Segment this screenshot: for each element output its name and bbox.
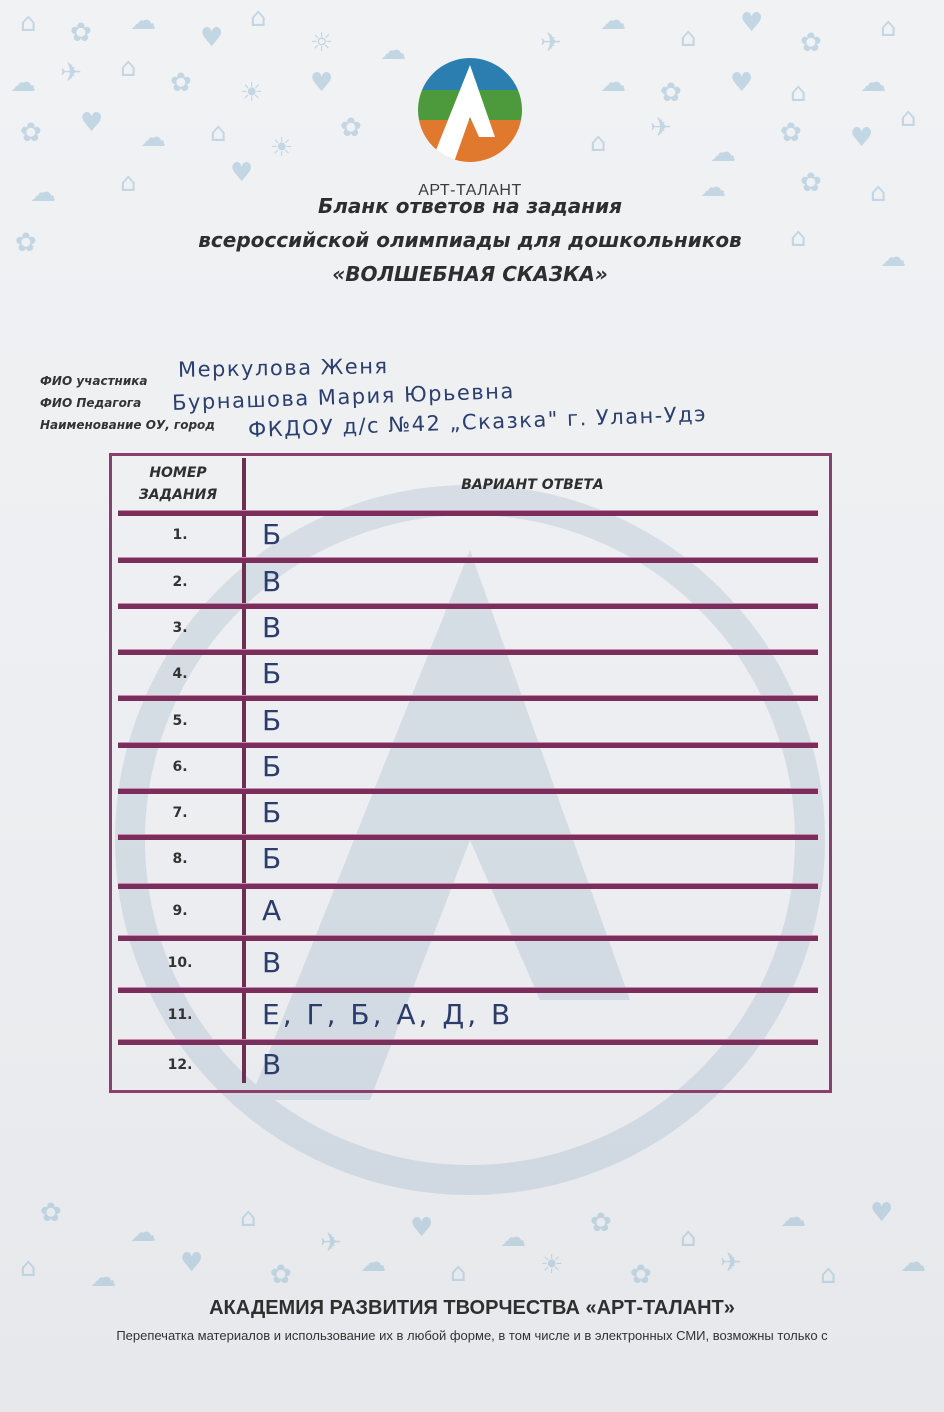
handwritten-answer: Б [262,657,285,690]
handwritten-answer: Б [262,842,285,875]
task-number: 4. [172,666,188,682]
task-number: 12. [167,1057,193,1073]
task-number: 6. [172,759,188,775]
header-answer-variant: ВАРИАНТ ОТВЕТА [461,477,604,493]
task-number: 9. [172,903,188,919]
table-row-rule [118,834,818,840]
handwritten-answer: Б [262,518,285,551]
participant-label: ФИО участника [40,374,148,388]
table-row-rule [118,742,818,748]
task-number: 8. [172,851,188,867]
handwritten-answer: Б [262,704,285,737]
answer-sheet-page: ⌂ ✿ ☁ ♥ ⌂ ☼ ☁ ✈ ☁ ⌂ ♥ ✿ ⌂ ☁ ✈ ⌂ ✿ ☀ ♥ ☁ ✿ ♥ ⌂ ☁ ✿ ♥ ☁ ⌂ ☀ ✿ ⌂ ✈ ☁ ✿ ♥ ⌂ ☁ ⌂ ♥ ☁ ✿ ⌂ ✿ ⌂ ☁ ✿ ☁ ⌂ ✈ ♥ ☁ ✿ ⌂ ☁ ♥ ⌂ ☁ ♥ ✿ ☁ ⌂ ☀ ✿ ✈ ⌂ ☁ АРТ-ТАЛАНТ Бланк ответов на задания всероссийской олимпиады для дошкольников «ВОЛШЕБНАЯ СКАЗКА» ФИО участника Меркулова Женя ФИО Педагога Бурнашова Мария Юрьевна Наименование ОУ, город ФКДОУ д/с №42 „Сказка" г. Улан-Удэ НОМЕР ЗАДАНИЯ ВАРИАНТ ОТВЕТА 1. Б 2. В 3. В 4. Б 5. Б 6. Б 7. Б 8. Б 9. А 10. В 11. Е, Г, Б, А, Д, В 12. В АКАДЕМИЯ РАЗВИТИЯ ТВОРЧЕСТВА «АРТ-ТАЛАНТ» Перепечатка материалов и использование их в любой форме, в том числе и в электронных СМИ, возможны только с [0,0,944,1412]
task-number: 5. [172,713,188,729]
footer-academy-title: АКАДЕМИЯ РАЗВИТИЯ ТВОРЧЕСТВА «АРТ-ТАЛАНТ» [209,1297,735,1319]
table-row-rule [118,788,818,794]
handwritten-answer: А [262,894,285,927]
task-number: 1. [172,527,188,543]
table-row-rule [118,649,818,655]
art-talant-logo [415,55,525,170]
task-number: 3. [172,620,188,636]
form-title-line2: всероссийской олимпиады для дошкольников [198,228,742,252]
table-row-rule [118,557,818,563]
table-row-rule [118,1039,818,1045]
organization-label: Наименование ОУ, город [40,418,215,432]
task-number: 7. [172,805,188,821]
handwritten-answer: Б [262,796,285,829]
task-number: 11. [167,1007,193,1023]
logo-caption: АРТ-ТАЛАНТ [418,182,522,199]
table-row-rule [118,510,818,516]
handwritten-answer: В [262,946,285,979]
handwritten-answer: В [262,565,285,598]
form-title-line1: Бланк ответов на задания [318,194,622,218]
organization-value: ФКДОУ д/с №42 „Сказка" г. Улан-Удэ [247,401,708,443]
handwritten-answer: В [262,611,285,644]
table-row-rule [118,935,818,941]
table-row-rule [118,883,818,889]
handwritten-answer: Б [262,750,285,783]
task-number: 10. [167,955,193,971]
teacher-value: Бурнашова Мария Юрьевна [171,379,516,415]
handwritten-answer: В [262,1048,285,1081]
footer-copyright-note: Перепечатка материалов и использование их в любой форме, в том числе и в электронных СМИ, возможны только с [116,1328,828,1343]
table-row-rule [118,987,818,993]
handwritten-answer: Е, Г, Б, А, Д, В [262,998,514,1031]
task-number: 2. [172,574,188,590]
header-task-number: НОМЕР ЗАДАНИЯ [138,465,218,503]
form-title-line3: «ВОЛШЕБНАЯ СКАЗКА» [332,262,608,286]
table-row-rule [118,695,818,701]
teacher-label: ФИО Педагога [40,396,142,410]
table-row-rule [118,603,818,609]
participant-value: Меркулова Женя [177,354,389,382]
